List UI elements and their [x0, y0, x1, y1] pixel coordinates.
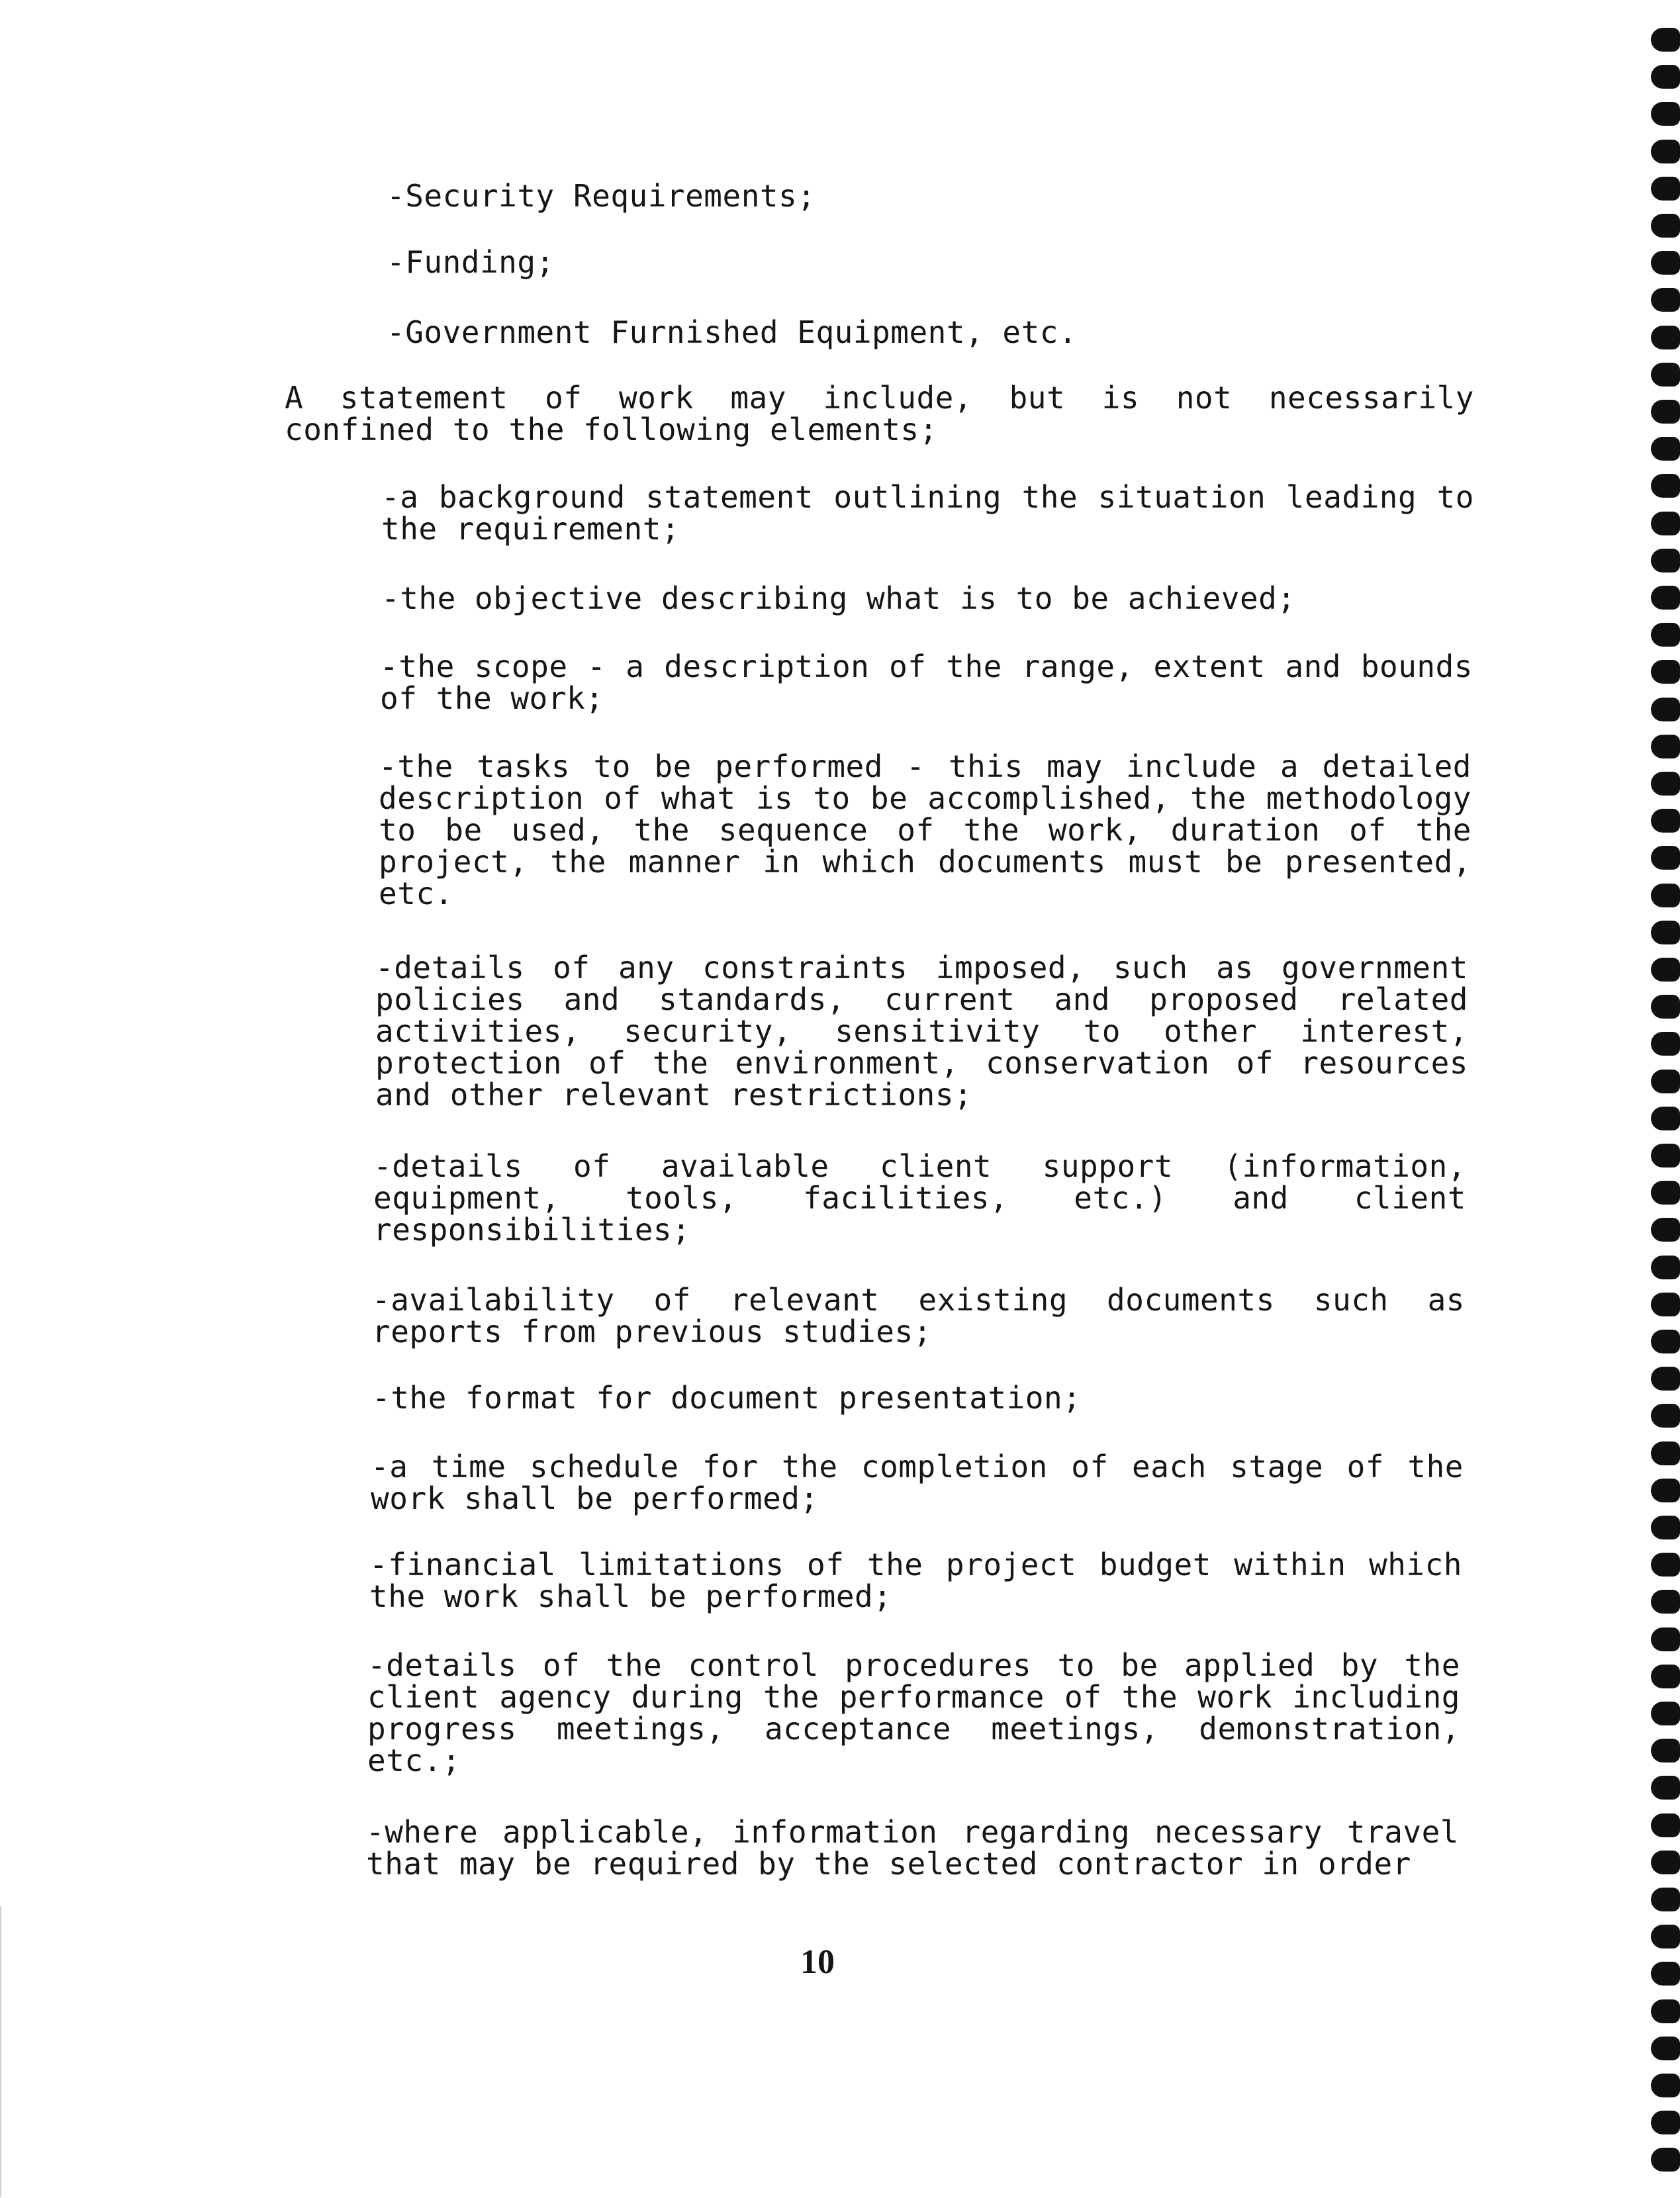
- binding-hole: [1651, 363, 1680, 387]
- binding-hole: [1651, 1888, 1680, 1911]
- binding-hole: [1651, 251, 1680, 275]
- element-constraints: -details of any constraints imposed, such as government policies and standards, current and proposed related activities, security, sensitivity to other interest, protection of the environment, conservation of resources and other relevant restrictions;: [375, 950, 1468, 1113]
- binding-hole: [1651, 2111, 1680, 2134]
- binding-hole: [1651, 1590, 1680, 1614]
- binding-hole: [1651, 735, 1680, 758]
- binding-hole: [1651, 1553, 1680, 1577]
- binding-hole: [1651, 660, 1680, 684]
- element-time-schedule: -a time schedule for the completion of each stage of the work shall be performed;: [371, 1449, 1464, 1516]
- element-tasks: -the tasks to be performed - this may include a detailed description of what is to be accomplished, the methodology to be used, the sequence of the work, duration of the project, the manner in which documents must be presented, etc.: [379, 749, 1471, 911]
- binding-hole: [1651, 1479, 1680, 1502]
- element-objective: -the objective describing what is to be achieved;: [381, 580, 1296, 616]
- binding-hole: [1651, 1739, 1680, 1763]
- binding-hole: [1651, 1404, 1680, 1428]
- binding-hole: [1651, 474, 1680, 498]
- binding-hole: [1651, 1813, 1680, 1837]
- binding-hole: [1651, 1256, 1680, 1279]
- binding-hole: [1651, 549, 1680, 572]
- binding-hole: [1651, 2074, 1680, 2097]
- binding-hole: [1651, 1516, 1680, 1539]
- binding-hole: [1651, 1851, 1680, 1874]
- binding-hole: [1651, 1181, 1680, 1205]
- intro-paragraph: A statement of work may include, but is not necessarily confined to the following elements;: [285, 380, 1474, 447]
- binding-hole: [1651, 1032, 1680, 1056]
- binding-hole: [1651, 1218, 1680, 1242]
- binding-hole: [1651, 437, 1680, 461]
- binding-hole: [1651, 2037, 1680, 2060]
- binding-hole: [1651, 177, 1680, 201]
- element-client-support: -details of available client support (information, equipment, tools, facilities, etc.) and client responsibilities;: [373, 1148, 1466, 1248]
- binding-hole: [1651, 623, 1680, 647]
- binding-hole: [1651, 772, 1680, 796]
- binding-hole: [1651, 326, 1680, 349]
- binding-hole: [1651, 1107, 1680, 1130]
- element-existing-documents: -availability of relevant existing documents such as reports from previous studies;: [372, 1282, 1465, 1350]
- binding-hole: [1651, 400, 1680, 424]
- binding-hole: [1651, 1962, 1680, 1986]
- binding-hole: [1651, 1367, 1680, 1391]
- binding-hole: [1651, 698, 1680, 721]
- binding-hole: [1651, 1999, 1680, 2023]
- list-item-security-requirements: -Security Requirements;: [387, 178, 816, 214]
- binding-hole: [1651, 1925, 1680, 1948]
- element-background-statement: -a background statement outlining the situation leading to the requirement;: [381, 479, 1474, 547]
- element-document-format: -the format for document presentation;: [372, 1380, 1082, 1416]
- comb-binding: [1634, 0, 1680, 2198]
- binding-hole: [1651, 1293, 1680, 1316]
- list-item-funding: -Funding;: [387, 244, 555, 280]
- page-number: 10: [800, 1943, 835, 1981]
- binding-hole: [1651, 921, 1680, 944]
- binding-hole: [1651, 809, 1680, 833]
- binding-hole: [1651, 1070, 1680, 1093]
- binding-hole: [1651, 586, 1680, 610]
- binding-hole: [1651, 102, 1680, 126]
- element-financial-limitations: -financial limitations of the project budget within which the work shall be performed;: [369, 1547, 1462, 1614]
- binding-hole: [1651, 512, 1680, 535]
- element-scope: -the scope - a description of the range, extent and bounds of the work;: [380, 649, 1473, 716]
- binding-hole: [1651, 1627, 1680, 1651]
- binding-hole: [1651, 288, 1680, 312]
- binding-hole: [1651, 1702, 1680, 1725]
- binding-hole: [1651, 140, 1680, 163]
- element-control-procedures: -details of the control procedures to be applied by the client agency during the performance of the work including progress meetings, acceptance meetings, demonstration, etc.;: [367, 1647, 1460, 1778]
- list-item-government-furnished-equipment: -Government Furnished Equipment, etc.: [387, 314, 1078, 350]
- binding-hole: [1651, 1144, 1680, 1168]
- binding-hole: [1651, 1665, 1680, 1688]
- binding-hole: [1651, 214, 1680, 238]
- binding-hole: [1651, 958, 1680, 982]
- binding-hole: [1651, 1442, 1680, 1465]
- binding-hole: [1651, 1330, 1680, 1353]
- binding-hole: [1651, 995, 1680, 1019]
- binding-hole: [1651, 846, 1680, 870]
- binding-hole: [1651, 1776, 1680, 1800]
- scan-edge: [0, 1906, 1, 2197]
- binding-hole: [1651, 28, 1680, 52]
- element-travel: -where applicable, information regarding necessary travel that may be required by the selected contractor in order: [366, 1814, 1459, 1882]
- binding-hole: [1651, 884, 1680, 907]
- binding-hole: [1651, 2148, 1680, 2172]
- binding-hole: [1651, 65, 1680, 89]
